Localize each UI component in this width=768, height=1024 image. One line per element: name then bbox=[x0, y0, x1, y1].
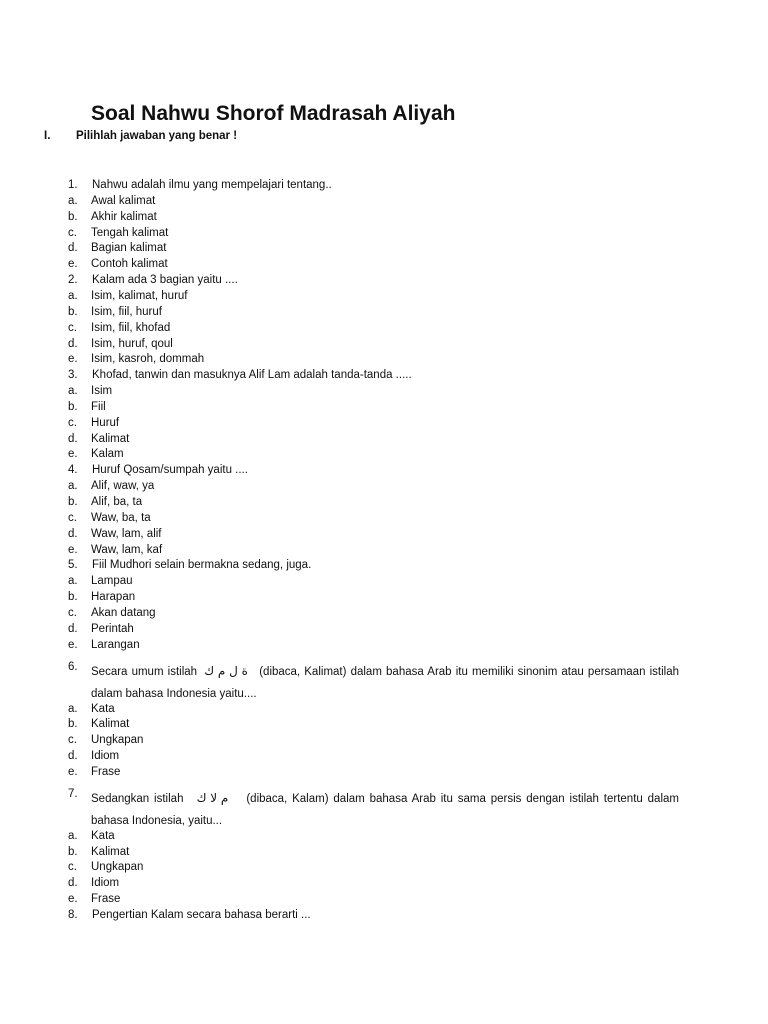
option-letter: e. bbox=[68, 543, 78, 556]
option-text: Akhir kalimat bbox=[91, 210, 157, 223]
question-text-after: (dibaca, Kalam) dalam bahasa Arab itu sama persis dengan istilah tertentu dalam bahasa Indonesia, yaitu... bbox=[91, 792, 679, 827]
question-number: 3. bbox=[68, 369, 78, 382]
question-text bbox=[91, 787, 679, 832]
option-letter: b. bbox=[68, 718, 78, 731]
option-text: Kalimat bbox=[91, 432, 130, 445]
option-text: Kata bbox=[91, 829, 115, 842]
option-text: Waw, lam, alif bbox=[91, 527, 162, 540]
question-number: 5. bbox=[68, 559, 78, 572]
option-letter: e. bbox=[68, 258, 78, 271]
option-text: Alif, ba, ta bbox=[91, 496, 143, 508]
option-text: Kalam bbox=[91, 448, 124, 461]
option-letter: b. bbox=[68, 591, 78, 604]
option-text: Kata bbox=[91, 702, 115, 715]
section-heading bbox=[44, 130, 237, 142]
option-letter: a. bbox=[68, 385, 78, 398]
option-letter: d. bbox=[68, 432, 78, 445]
option-text: Isim, fiil, huruf bbox=[91, 305, 162, 318]
question-text: Khofad, tanwin dan masuknya Alif Lam adalah tanda-tanda ..... bbox=[92, 369, 412, 382]
option-text: Perintah bbox=[91, 622, 134, 635]
question-text: Nahwu adalah ilmu yang mempelajari tentang.. bbox=[92, 179, 332, 191]
option-letter: a. bbox=[68, 575, 78, 588]
option-letter: d. bbox=[68, 877, 78, 890]
option-letter: a. bbox=[68, 194, 78, 207]
question-number: 2. bbox=[68, 274, 78, 287]
option-letter: e. bbox=[68, 638, 78, 651]
option-text: Kalimat bbox=[91, 845, 130, 858]
option-text: Larangan bbox=[91, 638, 140, 651]
option-letter: a. bbox=[68, 289, 78, 302]
option-text: Ungkapan bbox=[91, 734, 144, 747]
option-letter: a. bbox=[68, 702, 78, 715]
question-text: Fiil Mudhori selain bermakna sedang, juga. bbox=[92, 559, 312, 572]
option-text: Waw, lam, kaf bbox=[91, 543, 163, 556]
option-letter: c. bbox=[68, 321, 77, 334]
question-text-before: Sedangkan istilah bbox=[91, 792, 184, 805]
question-number: 8. bbox=[68, 909, 78, 921]
section-number: I. bbox=[44, 130, 51, 142]
question-text-after: (dibaca, Kalimat) dalam bahasa Arab itu memiliki sinonim atau persamaan istilah dalam bahasa Indonesia yaitu.... bbox=[91, 665, 679, 700]
question-text: Kalam ada 3 bagian yaitu .... bbox=[92, 274, 238, 287]
option-letter: e. bbox=[68, 448, 78, 461]
arabic-term: ة ل م ك bbox=[204, 663, 248, 678]
option-letter: b. bbox=[68, 400, 78, 413]
option-text: Isim, huruf, qoul bbox=[91, 337, 173, 350]
option-text: Isim, kasroh, dommah bbox=[91, 353, 205, 366]
option-text: Alif, waw, ya bbox=[91, 480, 155, 493]
option-letter: c. bbox=[68, 861, 77, 874]
question-number: 6. bbox=[68, 660, 78, 673]
question-number: 1. bbox=[68, 179, 78, 191]
option-letter: d. bbox=[68, 750, 78, 763]
option-letter: c. bbox=[68, 416, 77, 429]
option-letter: e. bbox=[68, 893, 78, 906]
option-text: Idiom bbox=[91, 750, 120, 763]
option-letter: b. bbox=[68, 845, 78, 858]
option-letter: c. bbox=[68, 511, 77, 524]
option-letter: d. bbox=[68, 242, 78, 255]
option-letter: d. bbox=[68, 622, 78, 635]
option-letter: d. bbox=[68, 527, 78, 540]
option-text: Awal kalimat bbox=[91, 194, 156, 207]
option-text: Isim, fiil, khofad bbox=[91, 321, 171, 334]
option-text: Harapan bbox=[91, 591, 136, 604]
option-text: Tengah kalimat bbox=[91, 226, 169, 239]
option-letter: e. bbox=[68, 353, 78, 366]
section-instruction: Pilihlah jawaban yang benar ! bbox=[76, 130, 238, 142]
option-letter: d. bbox=[68, 337, 78, 350]
question-text: Pengertian Kalam secara bahasa berarti ... bbox=[92, 909, 311, 921]
option-letter: c. bbox=[68, 606, 77, 619]
option-text: Lampau bbox=[91, 575, 133, 588]
option-letter: b. bbox=[68, 210, 78, 223]
question-text bbox=[91, 660, 679, 705]
question-text-before: Secara umum istilah bbox=[91, 665, 198, 678]
option-text: Isim, kalimat, huruf bbox=[91, 289, 188, 302]
option-text: Kalimat bbox=[91, 718, 130, 731]
option-text: Waw, ba, ta bbox=[91, 511, 151, 524]
option-text: Akan datang bbox=[91, 606, 156, 619]
option-text: Frase bbox=[91, 893, 121, 906]
question-text: Huruf Qosam/sumpah yaitu .... bbox=[92, 464, 248, 477]
option-text: Fiil bbox=[91, 400, 106, 413]
option-letter: b. bbox=[68, 496, 78, 508]
option-text: Idiom bbox=[91, 877, 120, 890]
option-text: Huruf bbox=[91, 416, 120, 429]
option-letter: a. bbox=[68, 480, 78, 493]
page-title: Soal Nahwu Shorof Madrasah Aliyah bbox=[91, 102, 456, 125]
option-letter: c. bbox=[68, 226, 77, 239]
question-number: 4. bbox=[68, 464, 78, 477]
arabic-term: م لا ك bbox=[196, 790, 229, 805]
option-text: Contoh kalimat bbox=[91, 258, 168, 271]
question-number: 7. bbox=[68, 787, 78, 800]
option-letter: c. bbox=[68, 734, 77, 747]
option-letter: e. bbox=[68, 765, 78, 778]
option-text: Bagian kalimat bbox=[91, 242, 167, 255]
option-letter: a. bbox=[68, 829, 78, 842]
option-letter: b. bbox=[68, 305, 78, 318]
option-text: Frase bbox=[91, 765, 121, 778]
option-text: Ungkapan bbox=[91, 861, 144, 874]
option-text: Isim bbox=[91, 385, 113, 398]
